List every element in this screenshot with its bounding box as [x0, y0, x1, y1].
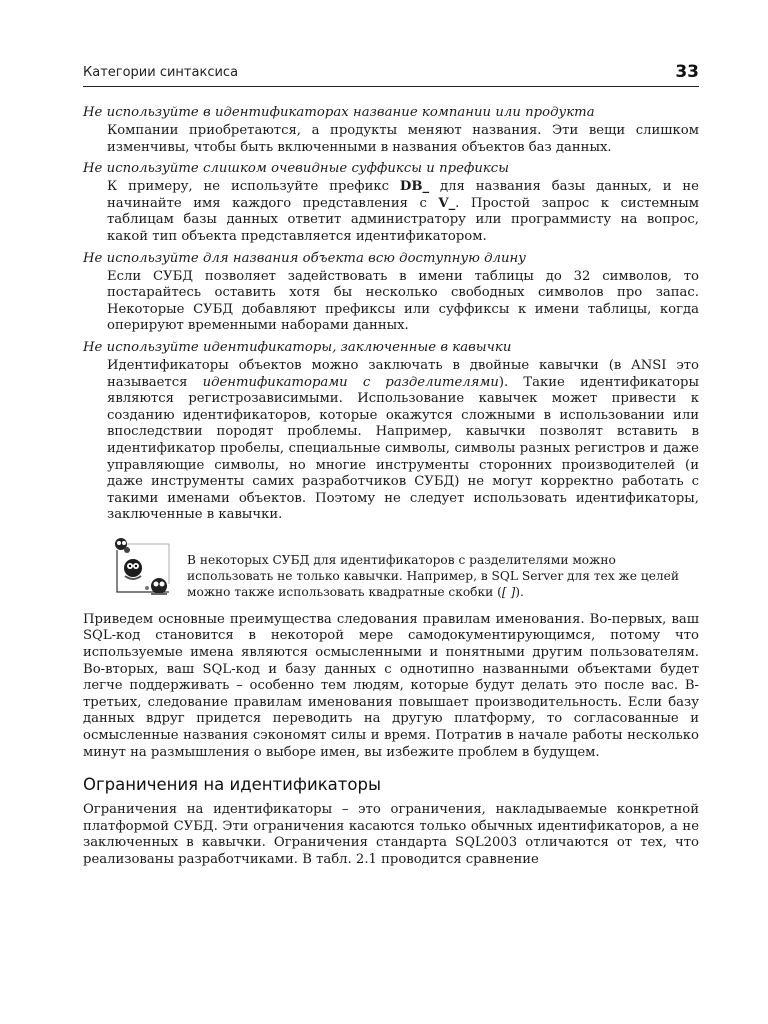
- running-title: Категории синтаксиса: [83, 65, 239, 80]
- page-number: 33: [675, 62, 699, 82]
- code-prefix: DB_: [399, 179, 430, 195]
- rule-description: Компании приобретаются, а продукты меняют названия. Эти вещи слишком изменчивы, чтобы быть включенными в названия объектов баз данных.: [107, 123, 699, 155]
- page-header: [83, 62, 699, 87]
- rule-term: Не используйте в идентификаторах название компании или продукта: [83, 105, 595, 120]
- rule-description: Если СУБД позволяет задействовать в имени таблицы до 32 символов, то постарайтесь оставить хотя бы несколько свободных символов про запас. Некоторые СУБД добавляют префиксы или суффиксы к имени таблицы, когда оперируют временными наборами данных.: [107, 268, 699, 334]
- emphasis: идентификаторами с разделителями: [202, 374, 499, 390]
- code-prefix: V_: [438, 195, 456, 211]
- body-paragraph: Приведем основные преимущества следования правилам именования. Во-первых, ваш SQL-код становится в некоторой мере самодокументирующимся, потому что используемые имена являются осмысленными и понятными другим пользователям. Во-вторых, ваш SQL-код и базу данных с однотипно названными объектами будет легче поддерживать – особенно тем людям, которые будут делать это после вас. В-третьих, следование правилам именования повышает производительность. Если базу данных вдруг придется переводить на другую платформу, то согласованные и осмысленные названия сэкономят силы и время. Потратив в начале работы несколько минут на размышления о выборе имен, вы избежите проблем в будущем.: [83, 611, 699, 760]
- tip-text: В некоторых СУБД для идентификаторов с разделителями можно использовать не только кавычки. Например, в SQL Server для тех же целей можно также использовать квадратные скобки ([ ]).: [187, 553, 679, 600]
- page-content: [83, 104, 699, 869]
- tip-note: [83, 536, 699, 598]
- rule-description: Идентификаторы объектов можно заключать в двойные кавычки (в ANSI это называется идентификаторами с разделителями). Такие идентификаторы являются регистрозависимыми. Использование кавычек может привести к созданию идентификаторов, которые окажутся сложными в использовании или впоследствии породят проблемы. Например, кавычки позволят вставить в идентификатор пробелы, специальные символы, символы разных регистров и даже управляющие символы, но многие инструменты сторонних производителей (и даже инструменты самих разработчиков СУБД) не могут корректно работать с такими именами объектов. Поэтому не следует использовать идентификаторы, заключенные в кавычки.: [107, 357, 699, 523]
- rule-term: Не используйте для названия объекта всю доступную длину: [83, 250, 526, 266]
- rule-term: Не используйте идентификаторы, заключенные в кавычки: [83, 339, 512, 355]
- rule-description: К примеру, не используйте префикс DB_ для названия базы данных, и не начинайте имя каждого представления с V_. Простой запрос к системным таблицам базы данных ответит администратору или программисту на вопрос, какой тип объекта представляется идентификатором.: [107, 179, 699, 244]
- section-heading: Ограничения на идентификаторы: [83, 775, 381, 795]
- bracket-symbols: [ ]: [501, 585, 516, 600]
- raccoon-tip-icon: [103, 536, 171, 598]
- rule-term: Не используйте слишком очевидные суффиксы и префиксы: [83, 161, 510, 177]
- section-paragraph: Ограничения на идентификаторы – это ограничения, накладываемые конкретной платформой СУБД. Эти ограничения касаются только обычных идентификаторов, а не заключенных в кавычки. Ограничения стандарта SQL2003 отличаются от тех, что реализованы разработчиками. В табл. 2.1 проводится сравнение: [83, 802, 699, 867]
